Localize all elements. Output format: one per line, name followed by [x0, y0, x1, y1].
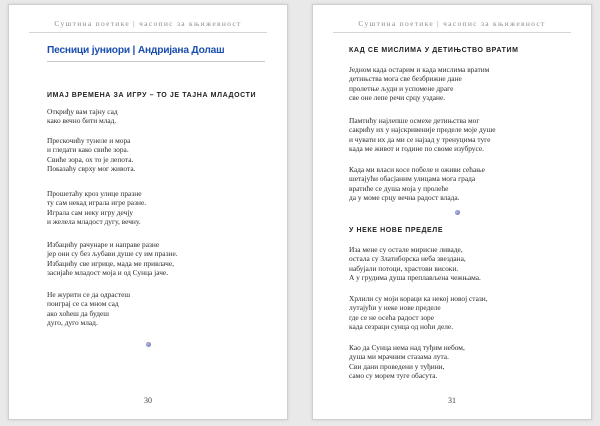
poem-stanza [349, 343, 465, 380]
poem-line: детињства мога све безбрижне дане [349, 74, 462, 84]
poem-line: дуго, дуго млад. [47, 317, 98, 327]
right-page [312, 4, 592, 420]
poem-line: Памтићу најлепше осмехе детињства мог [349, 116, 480, 125]
poem-line: Прошетаћу кроз улице празне [47, 189, 142, 198]
poem-line: када сезраци сунца од ноћи деле. [349, 321, 454, 331]
poem-stanza [349, 65, 489, 102]
poem-title: КАД СЕ МИСЛИМА У ДЕТИЊСТВО ВРАТИМ [349, 47, 519, 54]
poem-line: само су морем туге обасута. [349, 370, 438, 380]
poem-stanza [349, 165, 485, 202]
poem-line: лутајући у неке нове пределе [349, 303, 441, 313]
poem-line: Свиће зора, ох то је лепота. [47, 154, 134, 164]
poem-line: ту сам некад играла игре разне. [47, 198, 147, 208]
poem-line: јер они су без љубави душе су им празне. [47, 249, 178, 259]
poem-stanza [47, 240, 178, 277]
poem-line: засијаће младост моја и од Сунца јаче. [47, 267, 169, 277]
poem-line: Иза мене су остале мирисне ливаде, [349, 245, 463, 254]
poem-line: Не журити се да одрастеш [47, 290, 131, 299]
poem-line: вратиће се душа моја у пролеће [349, 183, 449, 193]
poem-stanza [47, 136, 135, 173]
poem-line: поиграј се са мном сад [47, 299, 119, 309]
poem-line: Избацићу рачунаре и направе разне [47, 240, 160, 249]
page-number: 30 [144, 396, 152, 405]
poem-title: У НЕКЕ НОВЕ ПРЕДЕЛЕ [349, 227, 444, 234]
poem-stanza [47, 189, 146, 226]
poem-line: Откриђу вам тајну сад [47, 107, 118, 116]
poem-line: набујали потоци, храстови високи. [349, 263, 459, 273]
section-title: Песници јуниори | Андријана Долаш [47, 45, 225, 56]
header-divider [29, 32, 267, 33]
page-number: 31 [448, 396, 456, 405]
poem-line: душа ми мрачним стазама лута. [349, 352, 449, 362]
poem-stanza [47, 290, 130, 327]
poem-line: сакрићу их у најскривеније пределе моје душе [349, 125, 496, 135]
running-head: Суштина поетике | часопис за књижевност [358, 19, 546, 28]
left-page [8, 4, 288, 420]
poem-line: ако хоћеш да будеш [47, 308, 109, 318]
poem-line: Хрлили су моји кораци ка некој новој стази, [349, 294, 488, 303]
poem-line: све оне лепе речи срцу уздане. [349, 92, 446, 102]
header-divider [333, 32, 571, 33]
poem-line: Играла сам неку игру дечју [47, 207, 134, 217]
poem-stanza [47, 107, 118, 126]
poem-line: Као да Сунца нема над туђим небом, [349, 343, 465, 352]
poem-line: остала су Златиборска неба звездана, [349, 254, 466, 264]
poem-line: Сви дани проведени у туђини, [349, 361, 445, 371]
poem-line: када ме живот и године по своме изубрусе. [349, 143, 485, 153]
ornament-dot-icon [455, 210, 460, 215]
poem-line: Једном када остарим и када мислима вратим [349, 65, 490, 74]
poem-line: пролетње људи и успомене драге [349, 83, 454, 93]
poem-title: ИМАЈ ВРЕМЕНА ЗА ИГРУ – ТО ЈЕ ТАЈНА МЛАДОСТИ [47, 92, 257, 99]
poem-line: и чувати их да ми се најзад у тренуцима туге [349, 134, 491, 144]
section-title-divider [47, 61, 265, 62]
poem-line: да у моме срцу вечна радост влада. [349, 192, 460, 202]
poem-stanza [349, 294, 488, 331]
poem-line: и гледати како свиће зора. [47, 145, 129, 155]
poem-stanza [349, 116, 495, 153]
poem-line: Када ми власи косе побеле и оживи сећање [349, 165, 485, 174]
poem-line: Прескочићу тунеле и мора [47, 136, 131, 145]
poem-line: шетајући обасјаним улицама мога града [349, 174, 476, 184]
poem-line: како вечно бити млад. [47, 116, 117, 126]
poem-line: и желела младост дугу, вечну. [47, 216, 141, 226]
ornament-dot-icon [146, 342, 151, 347]
poem-stanza [349, 245, 481, 282]
poem-line: А у грудима душа преплављена чежњама. [349, 272, 481, 282]
running-head: Суштина поетике | часопис за књижевност [54, 19, 242, 28]
poem-line: Показаћу сврху мог живота. [47, 163, 136, 173]
poem-line: Избацићу све игрице, мада ме привлаче, [47, 258, 174, 268]
poem-line: где се не осећа радост зоре [349, 312, 435, 322]
